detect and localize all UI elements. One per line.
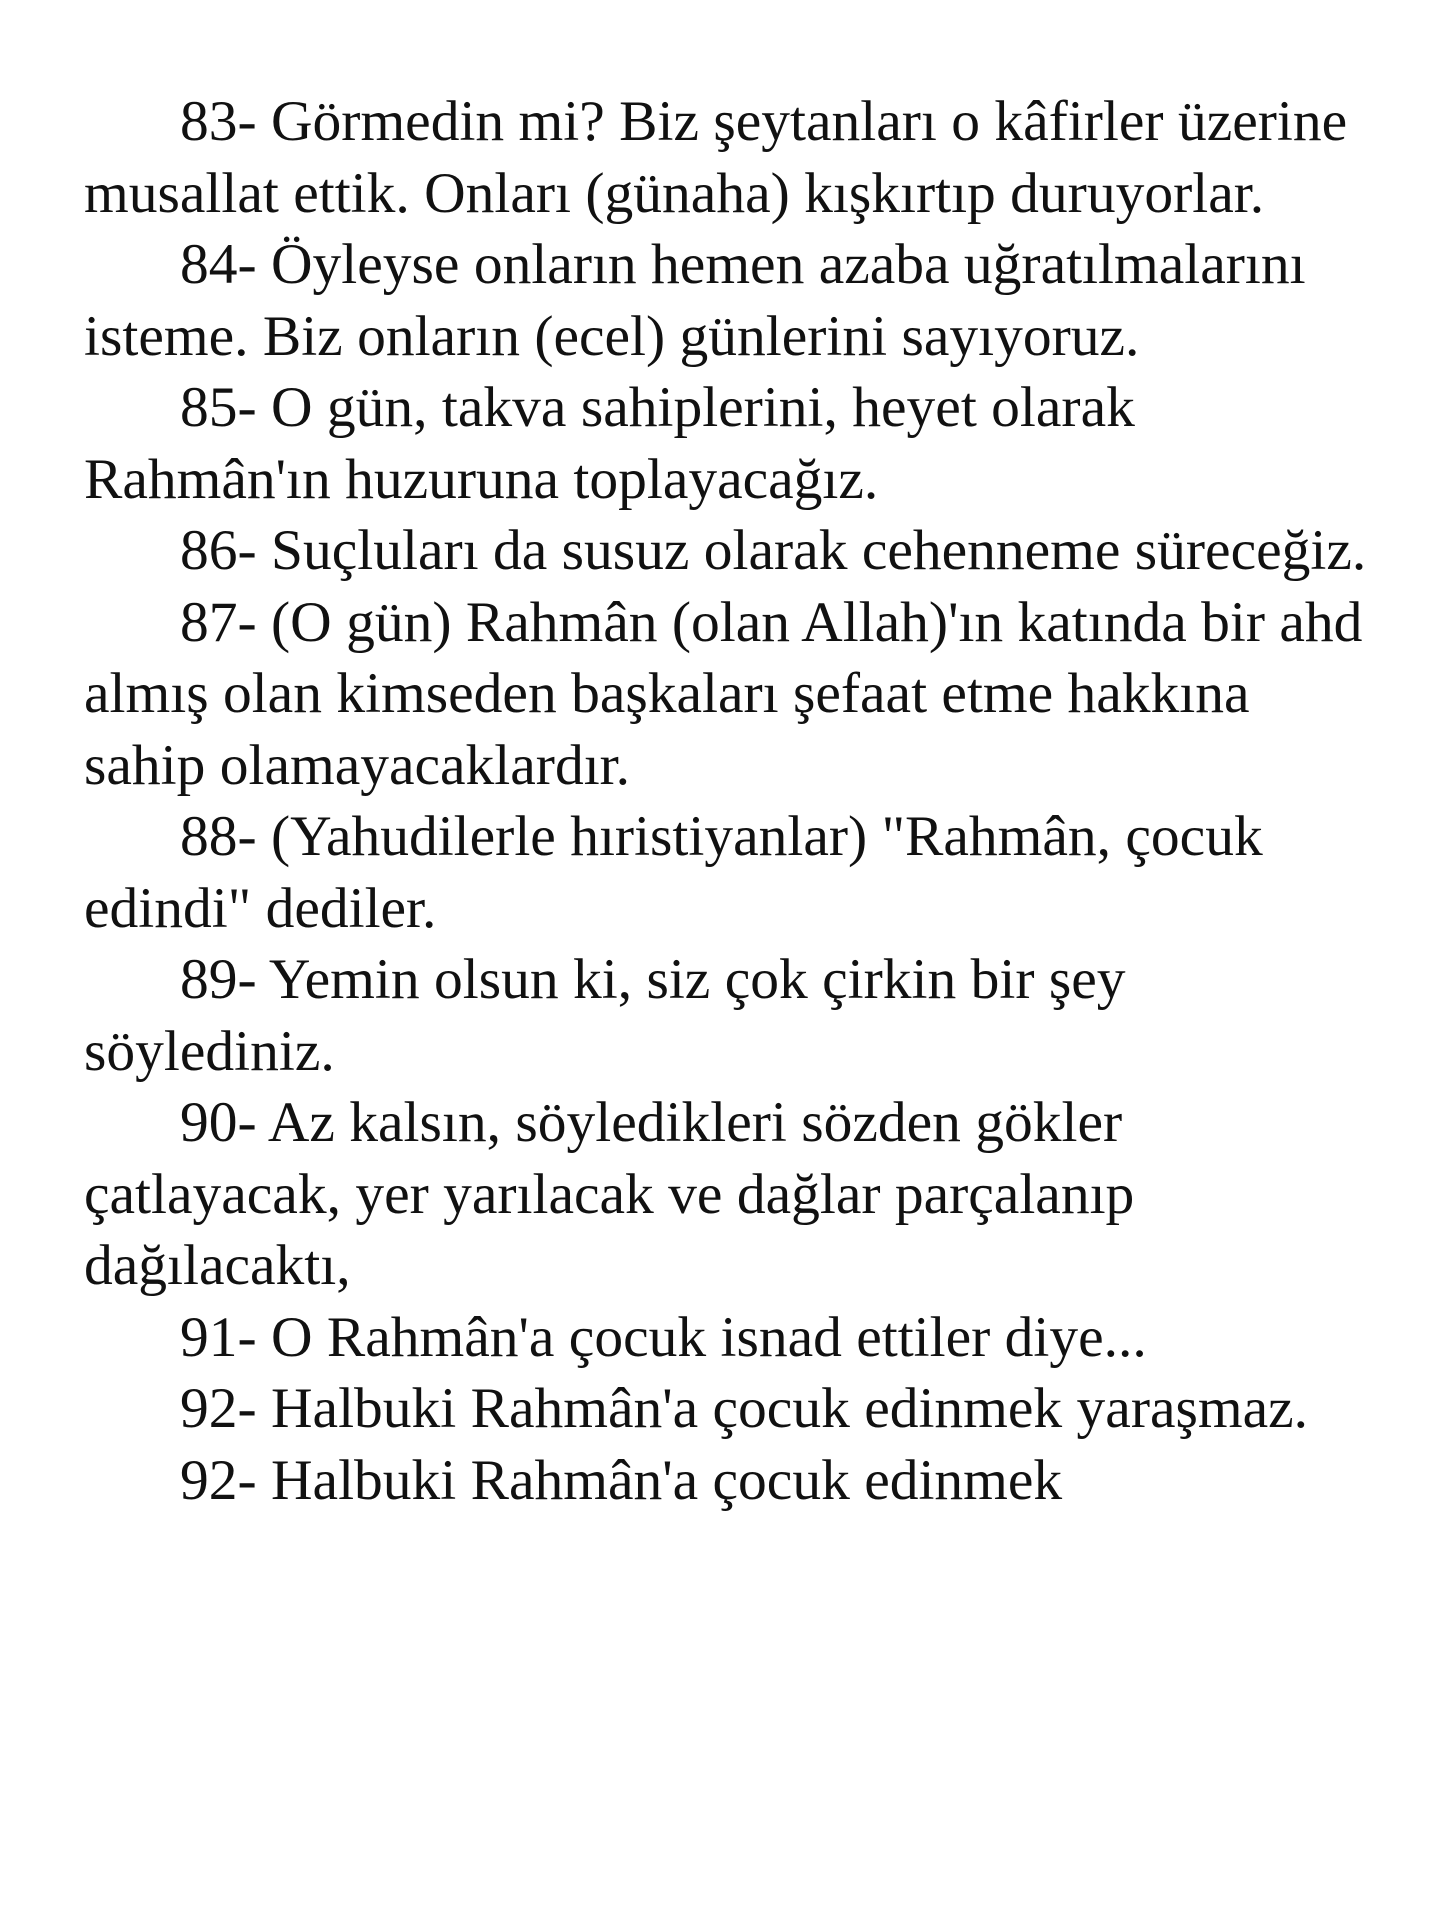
verse-83: 83- Görmedin mi? Biz şeytanları o kâfirler üzerine musallat ettik. Onları (günaha) kışkırtıp duruyorlar.: [84, 90, 1348, 225]
verse-89: 89- Yemin olsun ki, siz çok çirkin bir şey söylediniz.: [84, 948, 1126, 1083]
verse-92-repeat: 92- Halbuki Rahmân'a çocuk edinmek: [180, 1448, 1063, 1512]
verse-91: 91- O Rahmân'a çocuk isnad ettiler diye...: [180, 1305, 1147, 1369]
verse-90: 90- Az kalsın, söyledikleri sözden gökler çatlayacak, yer yarılacak ve dağlar parçalanıp dağılacaktı,: [84, 1091, 1135, 1297]
verse-92: 92- Halbuki Rahmân'a çocuk edinmek yaraşmaz.: [180, 1377, 1309, 1440]
verse-85: 85- O gün, takva sahiplerini, heyet olarak Rahmân'ın huzuruna toplayacağız.: [84, 376, 1135, 511]
document-page: [84, 86, 1374, 1516]
verse-86: 86- Suçluları da susuz olarak cehenneme süreceğiz.: [180, 519, 1367, 582]
verse-88: 88- (Yahudilerle hıristiyanlar) "Rahmân, çocuk edindi" dediler.: [84, 805, 1263, 940]
verse-84: 84- Öyleyse onların hemen azaba uğratılmalarını isteme. Biz onların (ecel) günlerini sayıyoruz.: [84, 233, 1306, 368]
verse-87: 87- (O gün) Rahmân (olan Allah)'ın katında bir ahd almış olan kimseden başkaları şefaat etme hakkına sahip olamayacaklardır.: [84, 590, 1363, 797]
